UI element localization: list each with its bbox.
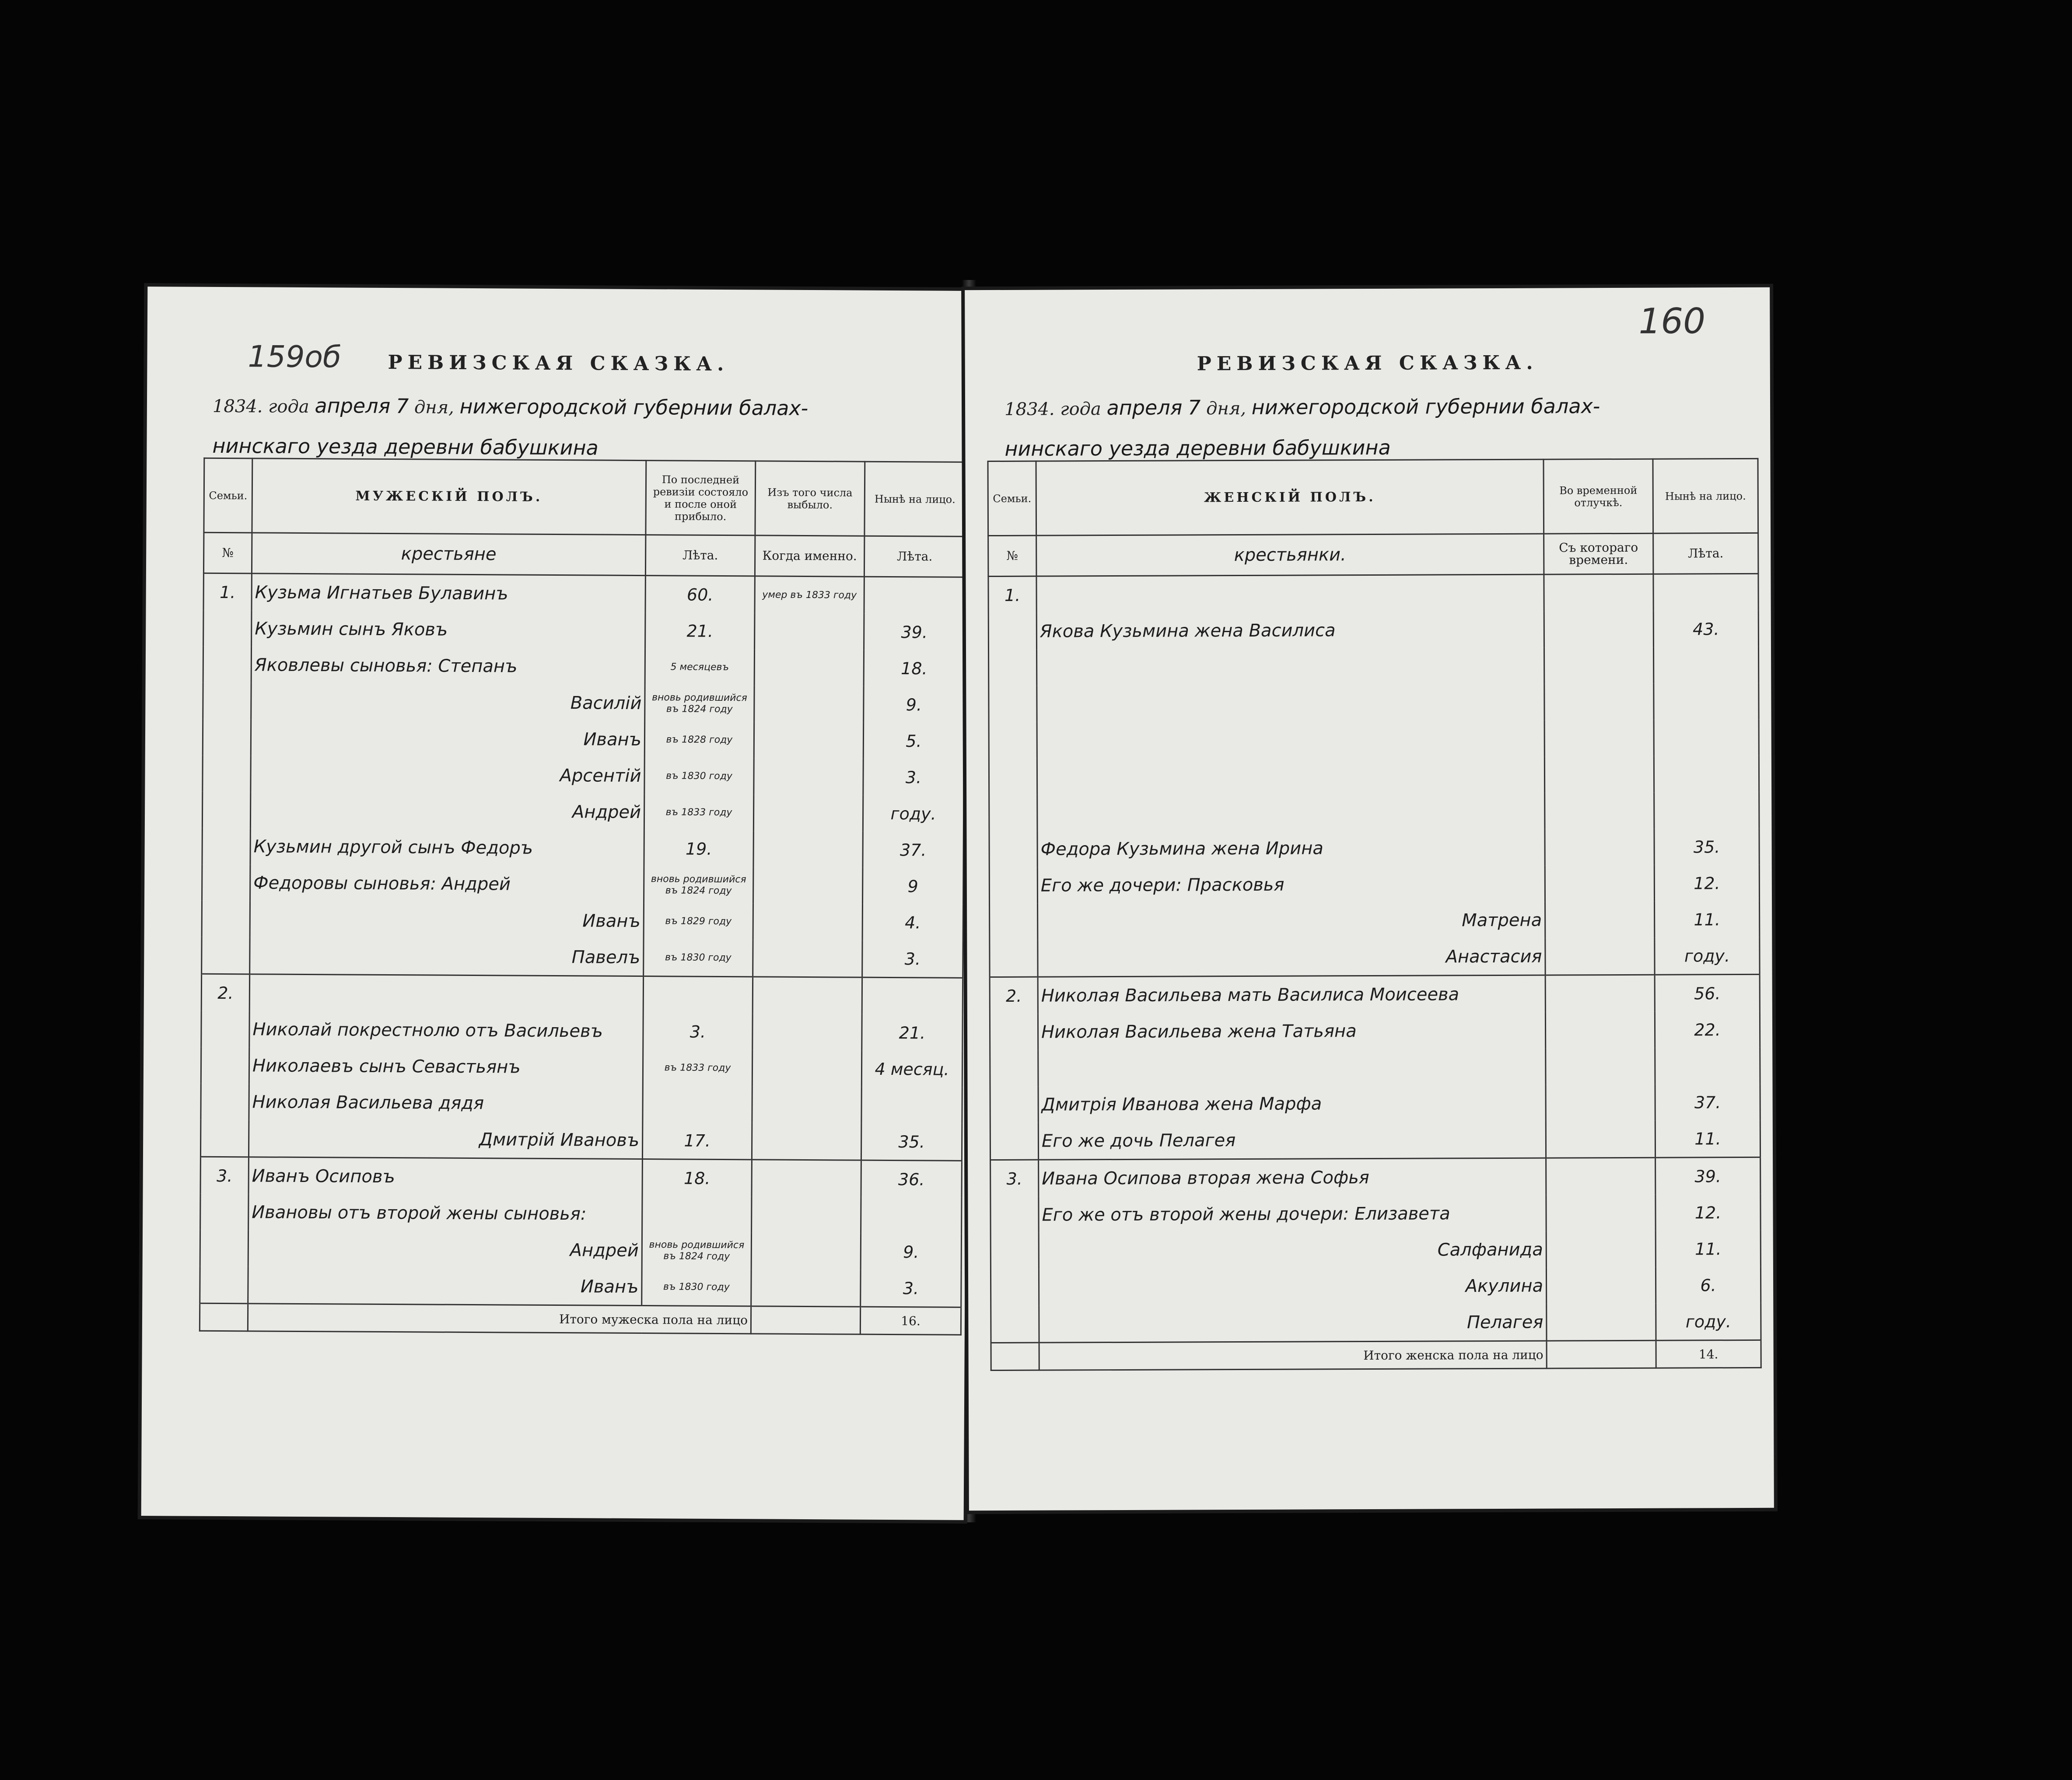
year: 1834. [212, 396, 263, 417]
departed-when [753, 903, 862, 940]
age-present [1653, 647, 1758, 684]
departed-when [752, 1050, 861, 1087]
age-last-revision: въ 1829 году [644, 903, 753, 940]
age-last-revision [643, 976, 752, 1014]
age-present: 9. [864, 686, 964, 723]
age-present: 39. [1656, 1157, 1760, 1194]
age-present: 11. [1655, 1120, 1760, 1158]
person-name: Его же отъ второй жены дочери: Елизавета [1039, 1195, 1546, 1233]
table-row [990, 1194, 1760, 1233]
table-row [202, 828, 963, 868]
person-name: Николай покрестнолю отъ Васильевъ [249, 1011, 643, 1049]
family-number: 2. [201, 974, 249, 1011]
table-row [201, 974, 962, 1015]
age-last-revision: 60. [645, 576, 755, 613]
table-row [203, 719, 964, 759]
person-name: Анастасия [1038, 938, 1545, 977]
family-number [989, 795, 1037, 831]
table-row [200, 1157, 962, 1198]
age-present [862, 977, 962, 1015]
departed-when [751, 1233, 861, 1269]
departed-when [753, 794, 863, 831]
absent-since [1545, 793, 1654, 829]
header-estate: крестьяне [252, 533, 645, 576]
age-last-revision: въ 1828 году [644, 721, 754, 758]
table-row [990, 937, 1760, 977]
header-absent: Во временной отлучкѣ. [1544, 459, 1653, 534]
family-number [202, 937, 250, 974]
table-row [990, 1267, 1760, 1306]
total-row [200, 1303, 961, 1335]
header-estate: крестьянки. [1036, 534, 1544, 576]
female-register-table [987, 458, 1761, 1371]
absent-since [1546, 1158, 1656, 1195]
absent-since [1544, 756, 1654, 793]
person-name: Николаевъ сынъ Севастьянъ [249, 1047, 643, 1086]
table-row [201, 1047, 962, 1088]
age-last-revision [642, 1196, 752, 1233]
printed-word-year: года [1060, 399, 1101, 420]
age-last-revision: въ 1833 году [644, 794, 753, 831]
header-ages: Лѣта. [1653, 533, 1758, 574]
person-name: Иванъ [248, 1266, 642, 1305]
absent-since [1545, 902, 1655, 938]
place-line-1: нижегородской губернии балах- [459, 394, 808, 420]
absent-since [1546, 1121, 1655, 1158]
table-row [989, 720, 1759, 759]
family-number [202, 864, 250, 901]
age-present: 9. [861, 1234, 961, 1270]
age-present [1654, 756, 1759, 793]
family-number [990, 1233, 1039, 1269]
place-line-2: нинскаго уезда деревни бабушкина [212, 434, 598, 460]
header-present: Нынѣ на лицо. [864, 462, 966, 536]
table-row [988, 611, 1758, 650]
folio-number: 159об [248, 339, 342, 375]
family-number [989, 650, 1037, 686]
family-number [203, 719, 251, 756]
departed-when [753, 940, 862, 977]
age-last-revision: вновь родившийся въ 1824 году [645, 685, 754, 722]
family-number [201, 1084, 249, 1120]
absent-since [1545, 1012, 1655, 1049]
printed-word-year: года [268, 396, 309, 417]
table-row [203, 610, 965, 650]
family-number [990, 1050, 1038, 1087]
person-name: Его же дочери: Прасковья [1037, 866, 1545, 904]
absent-since [1544, 684, 1654, 720]
departed-when [755, 613, 864, 650]
family-number [990, 940, 1038, 977]
departed-when [752, 1123, 861, 1160]
person-name [1037, 757, 1544, 795]
header-no: № [203, 532, 252, 574]
person-name: Кузьмин сынъ Яковъ [252, 610, 645, 649]
person-name: Дмитрій Ивановъ [248, 1120, 642, 1159]
total-value: 14. [1656, 1340, 1761, 1368]
year: 1834. [1004, 399, 1055, 420]
departed-when [754, 649, 864, 686]
person-name: Ивановы отъ второй жены сыновья: [248, 1194, 642, 1232]
departed-when [754, 758, 863, 795]
table-row [202, 864, 963, 905]
person-name: Василій [251, 683, 645, 721]
table-row [988, 574, 1758, 613]
total-value: 16. [860, 1307, 961, 1335]
right-page [965, 287, 1774, 1511]
person-name: Николая Васильева дядя [249, 1084, 643, 1122]
absent-since [1545, 938, 1655, 975]
total-spacer [1547, 1340, 1656, 1368]
table-row [990, 1231, 1760, 1269]
table-row [990, 901, 1760, 940]
header-section: ЖЕНСКІЙ ПОЛЪ. [1036, 459, 1544, 535]
age-present: 11. [1656, 1231, 1760, 1267]
person-name [1037, 793, 1545, 831]
person-name: Андрей [250, 792, 644, 830]
age-present: 35. [861, 1123, 962, 1161]
age-present: 37. [863, 832, 963, 868]
table-row [990, 1011, 1760, 1050]
age-present [1654, 792, 1759, 829]
person-name: Акулина [1039, 1268, 1546, 1306]
total-label: Итого женска пола на лицо [1039, 1341, 1547, 1370]
header-section: МУЖЕСКІЙ ПОЛЪ. [252, 458, 646, 535]
person-name: Его же дочь Пелагея [1038, 1121, 1546, 1160]
family-number: 3. [200, 1157, 248, 1194]
person-name [1038, 1049, 1546, 1087]
table-row [989, 865, 1759, 904]
place-line-2: нинскаго уезда деревни бабушкина [1004, 435, 1391, 461]
age-last-revision: вновь родившийся въ 1824 году [642, 1232, 751, 1269]
person-name: Иванъ [251, 719, 644, 758]
age-present: году. [1656, 1303, 1761, 1340]
person-name [249, 974, 643, 1013]
total-spacer [200, 1303, 248, 1331]
departed-when [752, 977, 862, 1014]
age-last-revision [643, 1086, 752, 1123]
family-number: 1. [988, 576, 1036, 613]
departed-when [754, 685, 864, 722]
person-name: Яковлевы сыновья: Степанъ [251, 647, 645, 685]
age-present: 22. [1655, 1011, 1760, 1048]
age-present: 6. [1656, 1267, 1760, 1304]
table-row [989, 792, 1759, 831]
family-number [203, 647, 251, 683]
age-present: 56. [1655, 974, 1760, 1011]
header-ages: Лѣта. [645, 535, 755, 576]
age-last-revision: въ 1830 году [644, 758, 754, 794]
table-row [990, 1084, 1760, 1123]
age-present: 39. [864, 614, 965, 650]
table-row [989, 756, 1759, 795]
header-since: Съ котораго времени. [1544, 533, 1653, 574]
table-row [203, 573, 965, 614]
table-row [991, 1303, 1761, 1343]
total-spacer [751, 1306, 860, 1334]
table-row [200, 1194, 962, 1234]
departed-when [751, 1269, 861, 1307]
absent-since [1546, 1195, 1656, 1231]
person-name [1037, 648, 1544, 686]
absent-since [1545, 829, 1654, 866]
table-row [990, 1120, 1760, 1160]
age-present: 12. [1654, 865, 1759, 902]
age-last-revision: 18. [642, 1159, 752, 1197]
departed-when [752, 1160, 861, 1197]
absent-since [1544, 574, 1653, 611]
departed-when [752, 1196, 861, 1233]
age-present: 5. [863, 723, 964, 759]
table-row [200, 1120, 962, 1161]
date-line [1004, 386, 1757, 470]
age-present [1653, 574, 1758, 611]
age-present: 3. [862, 941, 963, 978]
absent-since [1546, 1084, 1655, 1121]
page-title: РЕВИЗСКАЯ СКАЗКА. [388, 351, 729, 376]
family-number [989, 759, 1037, 795]
table-row [203, 647, 964, 687]
male-register-table [199, 458, 966, 1336]
header-family: Семьи. [988, 461, 1036, 535]
person-name: Ивана Осипова вторая жена Софья [1039, 1158, 1546, 1197]
header-family: Семьи. [204, 458, 252, 533]
family-number [990, 904, 1038, 940]
family-number [990, 1197, 1039, 1233]
departed-when [753, 831, 863, 867]
age-present [1654, 683, 1759, 720]
day: 7 [1187, 395, 1201, 420]
age-present: 4. [862, 904, 963, 941]
family-number [201, 1011, 249, 1048]
table-row [990, 974, 1760, 1014]
family-number [202, 828, 250, 865]
family-number [991, 1306, 1039, 1343]
table-row [203, 755, 964, 796]
family-number [988, 613, 1036, 650]
person-name: Андрей [248, 1230, 642, 1269]
family-number [203, 755, 251, 792]
person-name: Матрена [1038, 902, 1545, 940]
age-present: 11. [1655, 901, 1760, 938]
table-row [200, 1230, 961, 1270]
family-number [990, 1123, 1038, 1160]
table-row [989, 647, 1759, 686]
person-name: Кузьма Игнатьев Булавинъ [252, 574, 645, 612]
person-name: Федоровы сыновья: Андрей [250, 864, 644, 903]
family-number [990, 1087, 1038, 1123]
absent-since [1544, 720, 1654, 757]
age-present: 3. [863, 759, 964, 796]
table-row [989, 829, 1759, 867]
header-last-revision: По последней ревизіи состояло и после оной прибыло. [646, 461, 756, 535]
age-last-revision: 3. [643, 1013, 752, 1050]
table-row [990, 1048, 1760, 1087]
printed-word-day: дня, [414, 397, 454, 418]
family-number [989, 686, 1037, 722]
age-last-revision: вновь родившийся въ 1824 году [644, 867, 753, 903]
header-departed: Изъ того числа выбыло. [755, 461, 865, 536]
family-number [201, 1047, 249, 1084]
absent-since [1544, 647, 1653, 684]
person-name [1036, 574, 1544, 613]
table-row [201, 1011, 962, 1051]
left-page [141, 287, 970, 1520]
age-present: 43. [1653, 611, 1758, 647]
family-number [200, 1194, 248, 1231]
family-number: 3. [990, 1160, 1039, 1197]
person-name [1037, 684, 1544, 722]
absent-since [1544, 611, 1653, 648]
departed-when: умер въ 1833 году [755, 576, 864, 614]
departed-when [752, 1086, 861, 1123]
departed-when [754, 722, 863, 759]
age-present: 18. [864, 650, 964, 687]
age-present: 36. [861, 1160, 962, 1198]
age-last-revision: 17. [642, 1122, 752, 1160]
age-present: году. [863, 795, 963, 832]
age-last-revision: въ 1830 году [642, 1269, 751, 1306]
month: апреля [1106, 395, 1183, 420]
table-row [989, 683, 1759, 722]
age-present [1654, 720, 1759, 756]
family-number [203, 683, 251, 720]
family-number [200, 1120, 248, 1157]
header-no: № [988, 535, 1036, 576]
person-name: Иванъ [250, 901, 644, 939]
family-number [990, 1269, 1039, 1306]
age-present: году. [1655, 937, 1760, 975]
age-present: 35. [1654, 829, 1759, 865]
age-present [1655, 1048, 1760, 1084]
family-number: 1. [203, 573, 252, 610]
age-present [861, 1087, 962, 1124]
total-spacer [991, 1343, 1039, 1370]
age-present [861, 1197, 962, 1234]
person-name: Пелагея [1039, 1304, 1547, 1343]
person-name: Кузьмин другой сынъ Федоръ [250, 828, 644, 867]
table-row [200, 1266, 961, 1308]
age-last-revision: 21. [645, 612, 755, 649]
printed-word-day: дня, [1206, 398, 1246, 419]
family-number [989, 867, 1037, 904]
person-name: Якова Кузьмина жена Василиса [1036, 612, 1544, 650]
person-name [1037, 720, 1544, 759]
header-when: Когда именно. [755, 535, 864, 577]
person-name: Павелъ [250, 937, 644, 976]
table-row [990, 1157, 1760, 1197]
absent-since [1545, 865, 1654, 902]
person-name: Николая Васильева жена Татьяна [1038, 1012, 1545, 1050]
table-row [202, 937, 963, 978]
age-present: 12. [1656, 1194, 1760, 1231]
table-row [201, 1084, 962, 1124]
table-row [202, 901, 963, 941]
folio-number: 160 [1638, 301, 1706, 342]
absent-since [1546, 1267, 1656, 1304]
age-present: 37. [1655, 1084, 1760, 1121]
family-number [989, 831, 1037, 867]
place-line-1: нижегородской губернии балах- [1251, 394, 1600, 419]
family-number [200, 1266, 248, 1304]
person-name: Арсентій [251, 755, 644, 794]
age-last-revision: 5 месяцевъ [645, 649, 754, 685]
day: 7 [396, 394, 409, 418]
age-present: 9 [863, 868, 963, 905]
age-present: 4 месяц. [861, 1051, 962, 1088]
absent-since [1545, 975, 1655, 1012]
age-present: 3. [861, 1270, 961, 1308]
absent-since [1546, 1048, 1655, 1085]
age-present: 21. [862, 1014, 962, 1051]
age-present [864, 577, 965, 614]
family-number [989, 722, 1037, 759]
departed-when [752, 1014, 862, 1050]
person-name: Иванъ Осиповъ [248, 1157, 642, 1196]
age-last-revision: въ 1833 году [643, 1049, 752, 1086]
family-number [202, 901, 250, 937]
page-title: РЕВИЗСКАЯ СКАЗКА. [1197, 351, 1538, 375]
age-last-revision: 19. [644, 830, 753, 867]
family-number: 2. [990, 977, 1038, 1014]
header-present: Нынѣ на лицо. [1653, 458, 1758, 533]
absent-since [1546, 1231, 1656, 1268]
family-number [200, 1230, 248, 1267]
family-number [203, 610, 252, 647]
header-ages-present: Лѣта. [864, 536, 965, 577]
person-name: Салфанида [1039, 1231, 1546, 1269]
absent-since [1547, 1304, 1656, 1341]
month: апреля [315, 394, 391, 418]
family-number [202, 792, 250, 829]
departed-when [753, 867, 863, 904]
table-row [203, 683, 964, 723]
person-name: Дмитрія Иванова жена Марфа [1038, 1085, 1546, 1123]
total-label: Итого мужеска пола на лицо [248, 1304, 751, 1334]
person-name: Николая Васильева мать Василиса Моисеева [1038, 975, 1545, 1014]
total-row [991, 1340, 1761, 1370]
person-name: Федора Кузьмина жена Ирина [1037, 829, 1545, 867]
age-last-revision: въ 1830 году [644, 939, 753, 977]
family-number [990, 1014, 1038, 1050]
table-row [202, 792, 963, 832]
